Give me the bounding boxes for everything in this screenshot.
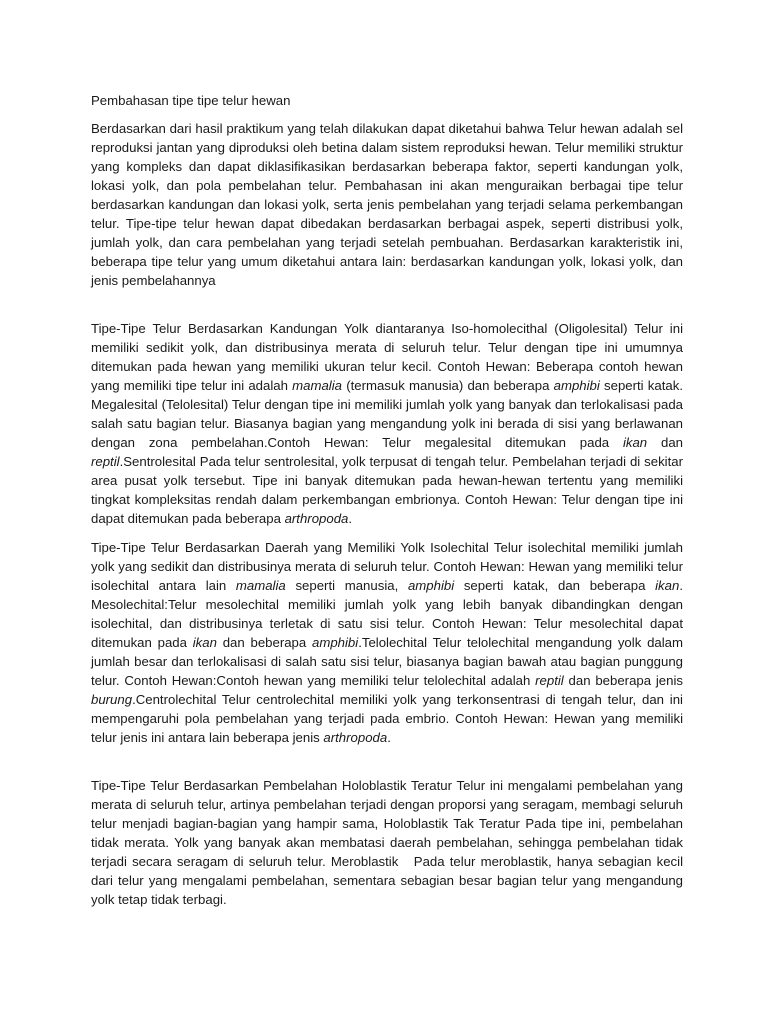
text-run: seperti katak, dan beberapa <box>454 578 656 593</box>
italic-term: arthropoda <box>284 511 349 526</box>
text-run: seperti manusia, <box>285 578 408 593</box>
text-run: Tipe-Tipe Telur Berdasarkan Kandungan Yolk diantaranya Iso-homolecithal (Oligolesital) Telur ini memiliki sedikit yolk, dan distribusinya merata di seluruh telur. Telur dengan tipe ini umumnya ditemukan pada hewan yang memiliki ukuran telur kecil. Contoh Hewan: Beberapa contoh hewan yang memiliki tipe telur ini adalah <box>91 321 683 393</box>
text-run: Berdasarkan dari hasil praktikum yang telah dilakukan dapat diketahui bahwa Telur hewan adalah sel reproduksi jantan yang diproduksi oleh betina dalam sistem reproduksi hewan. Telur memiliki struktur yang kompleks dan dapat diklasifikasikan berdasarkan beberapa faktor, seperti kandungan yolk, lokasi yolk, dan pola pembelahan telur. Pembahasan ini akan menguraikan berbagai tipe telur berdasarkan kandungan dan lokasi yolk, serta jenis pembelahan yang terjadi selama perkembangan telur. Tipe-tipe telur hewan dapat dibedakan berdasarkan berbagai aspek, seperti distribusi yolk, jumlah yolk, dan cara pembelahan yang terjadi setelah pembuahan. Berdasarkan karakteristik ini, beberapa tipe telur yang umum diketahui antara lain: berdasarkan kandungan yolk, lokasi yolk, dan jenis pembelahannya <box>91 121 683 288</box>
italic-term: arthropoda <box>323 730 388 745</box>
text-run: dan beberapa <box>216 635 312 650</box>
document-title: Pembahasan tipe tipe telur hewan <box>91 93 291 108</box>
italic-term: ikan <box>655 578 680 593</box>
italic-term: mamalia <box>235 578 286 593</box>
text-run: (termasuk manusia) dan beberapa <box>342 378 554 393</box>
text-run: .Telolechital Telur telolechital mengandung yolk dalam jumlah besar dan terlokalisasi di salah satu sisi telur, biasanya bagian bawah atau bagian punggung telur. Contoh Hewan:Contoh hewan yang memiliki telur telolechital adalah <box>91 635 683 688</box>
text-run: Tipe-Tipe Telur Berdasarkan Pembelahan Holoblastik Teratur Telur ini mengalami pembelahan yang merata di seluruh telur, artinya pembelahan terjadi dengan proporsi yang seragam, membagi seluruh telur menjadi bagian-bagian yang hampir sama, Holoblastik Tak Teratur Pada tipe ini, pembelahan tidak merata. Yolk yang banyak akan membatasi daerah pembelahan, sehingga pembelahan tidak terjadi secara seragam di seluruh telur. Meroblastik Pada telur meroblastik, hanya sebagian kecil dari telur yang mengalami pembelahan, sementara sebagian besar bagian telur yang mengandung yolk tetap tidak terbagi. <box>91 778 683 907</box>
text-run: .Sentrolesital Pada telur sentrolesital, yolk terpusat di tengah telur. Pembelahan terjadi di sekitar area pusat yolk tersebut. Tipe ini banyak ditemukan pada hewan-hewan tertentu yang memiliki tingkat kompleksitas rendah dalam perkembangan embrionya. Contoh Hewan: Telur dengan tipe ini dapat ditemukan pada beberapa <box>91 454 683 526</box>
italic-term: reptil <box>535 673 564 688</box>
paragraph-introduction <box>91 119 683 290</box>
paragraph-gap <box>91 290 683 319</box>
paragraph-yolk-location <box>91 538 683 747</box>
text-run: Tipe-Tipe Telur Berdasarkan Daerah yang Memiliki Yolk Isolechital Telur isolechital memiliki jumlah yolk yang sedikit dan distribusinya merata di seluruh telur. Contoh Hewan: Hewan yang memiliki telur isolechital antara lain <box>91 540 683 593</box>
text-run: . <box>387 730 391 745</box>
italic-term: burung <box>91 692 133 707</box>
text-run: . <box>348 511 353 526</box>
italic-term: amphibi <box>553 378 600 393</box>
paragraph-gap <box>91 528 683 538</box>
italic-term: ikan <box>622 435 648 450</box>
text-run: .Centrolechital Telur centrolechital memiliki yolk yang terkonsentrasi di tengah telur, dan ini mempengaruhi pola pembelahan yang terjadi pada embrio. Contoh Hewan: Hewan yang memiliki telur jenis ini antara lain beberapa jenis <box>91 692 683 745</box>
text-run: dan beberapa jenis <box>563 673 683 688</box>
paragraph-cleavage <box>91 776 683 909</box>
italic-term: mamalia <box>292 378 342 393</box>
italic-term: ikan <box>192 635 217 650</box>
text-run: . Mesolechital:Telur mesolechital memiliki jumlah yolk yang lebih banyak dibandingkan dengan isolechital, dan distribusinya terletak di satu sisi telur. Contoh Hewan: Telur mesolechital dapat ditemukan pada <box>91 578 683 650</box>
text-run: dan <box>647 435 683 450</box>
italic-term: amphibi <box>312 635 359 650</box>
italic-term: reptil <box>91 454 120 469</box>
italic-term: amphibi <box>407 578 455 593</box>
text-run: seperti katak. Megalesital (Telolesital) Telur dengan tipe ini memiliki jumlah yolk yang banyak dan terlokalisasi pada salah satu bagian telur. Biasanya bagian yang mengandung yolk ini berada di sisi yang berlawanan dengan zona pembelahan.Contoh Hewan: Telur megalesital ditemukan pada <box>91 378 683 450</box>
paragraph-gap <box>91 747 683 776</box>
paragraph-yolk-content <box>91 319 683 528</box>
